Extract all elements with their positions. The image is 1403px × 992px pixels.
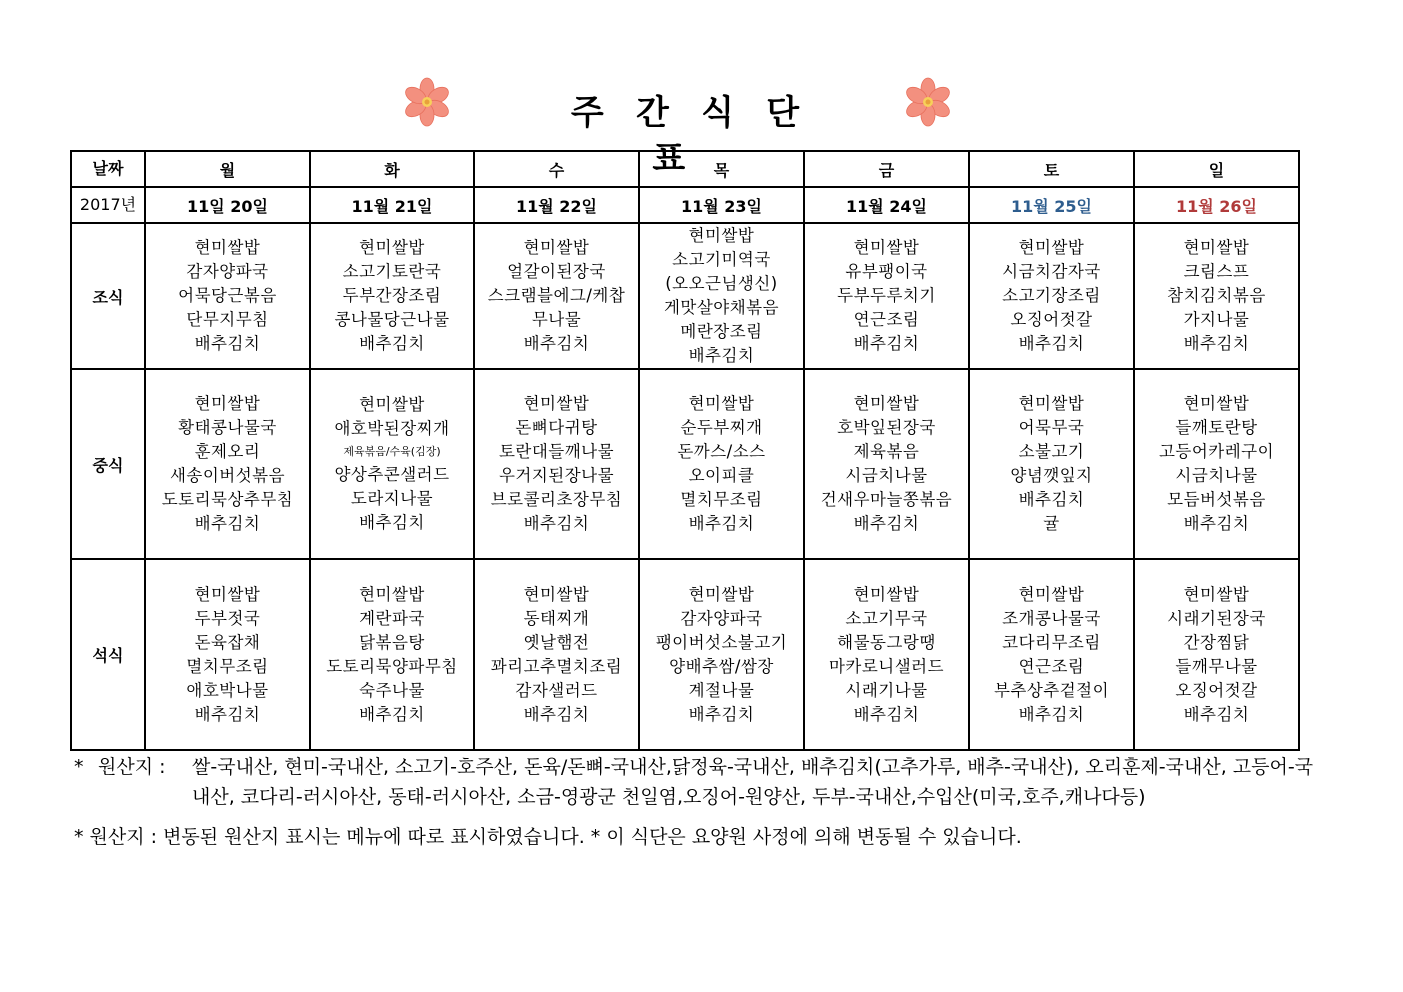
date-cell: 11월 23일: [639, 187, 804, 223]
menu-item: 귤: [1043, 514, 1060, 533]
origin-text: 쌀-국내산, 현미-국내산, 소고기-호주산, 돈육/돈뼈-국내산,닭정육-국내산, 배추김치(고추가루, 배추-국내산), 오리훈제-국내산, 고등어-국내산, 코다리-러시아산, 동태-러시아산, 소금-영광군 천일염,오징어-원양산, 두부-국내산,수입산(미국,호주,캐나다등): [192, 756, 1314, 808]
menu-item: 돈육잡채: [194, 632, 261, 652]
menu-cell: [804, 223, 969, 369]
menu-item: 옛날햄전: [523, 632, 590, 652]
day-header: 일: [1134, 151, 1299, 187]
menu-item: 배추김치: [853, 514, 920, 533]
date-cell: 11월 22일: [474, 187, 639, 223]
menu-item: 연근조림: [1018, 656, 1085, 676]
menu-item: 현미쌀밥: [359, 238, 425, 257]
menu-item: 계란파국: [359, 608, 425, 628]
menu-item: 현미쌀밥: [359, 395, 425, 414]
menu-item: 브로콜리초장무침: [490, 490, 623, 509]
menu-item: 배추김치: [688, 346, 755, 365]
menu-item: 게맛살야채볶음: [663, 298, 780, 317]
menu-cell: [310, 223, 474, 369]
menu-item: 참치김치볶음: [1167, 286, 1266, 305]
menu-item: 배추김치: [688, 514, 755, 533]
menu-item: 배추김치: [194, 334, 261, 353]
menu-cell: [310, 559, 474, 750]
date-cell: 11월 24일: [804, 187, 969, 223]
menu-item: 애호박나물: [186, 680, 269, 700]
menu-item: 얼갈이된장국: [507, 262, 606, 281]
menu-item: 현미쌀밥: [1183, 584, 1250, 604]
menu-item: 현미쌀밥: [688, 584, 755, 604]
origin-notes: [70, 752, 1320, 852]
date-cell-saturday: 11월 25일: [969, 187, 1134, 223]
menu-item: 배추김치: [1018, 490, 1085, 509]
menu-item: 건새우마늘쫑볶음: [820, 490, 953, 509]
menu-item: 고등어카레구이: [1158, 442, 1275, 461]
menu-item: 시금치감자국: [1002, 262, 1101, 281]
menu-item: 소고기장조림: [1002, 286, 1101, 305]
menu-item: 배추김치: [523, 334, 590, 353]
year-label: 2017년: [79, 195, 137, 214]
menu-cell: [474, 369, 639, 559]
menu-item: 현미쌀밥: [853, 394, 920, 413]
menu-item: 배추김치: [1183, 704, 1250, 724]
menu-item: 현미쌀밥: [359, 584, 425, 604]
menu-item: 배추김치: [853, 334, 920, 353]
menu-item: 현미쌀밥: [194, 584, 261, 604]
menu-item: 현미쌀밥: [523, 584, 590, 604]
menu-item: 오징어젓갈: [1010, 310, 1093, 329]
menu-item: 메란장조림: [680, 322, 763, 341]
menu-item: 콩나물당근나물: [334, 310, 450, 329]
date-cell: 11월 21일: [310, 187, 474, 223]
menu-item: 소고기무국: [845, 608, 928, 628]
menu-item: 무나물: [531, 310, 582, 329]
menu-cell: [1134, 369, 1299, 559]
menu-item: 오징어젓갈: [1175, 680, 1258, 700]
menu-item: 돈뼈다귀탕: [515, 418, 598, 437]
origin-label: 원산지 :: [98, 756, 166, 778]
menu-item: 배추김치: [194, 514, 261, 533]
day-header: 월: [145, 151, 310, 187]
menu-item: 양념깻잎지: [1010, 466, 1093, 485]
menu-item: 가지나물: [1183, 310, 1250, 329]
menu-cell: [145, 369, 310, 559]
menu-item: 돈까스/소스: [677, 442, 766, 461]
menu-item: 현미쌀밥: [1183, 394, 1250, 413]
menu-cell: [145, 223, 310, 369]
menu-item: 배추김치: [1018, 334, 1085, 353]
meal-label-breakfast: 조식: [71, 223, 145, 369]
menu-item: 현미쌀밥: [1018, 584, 1085, 604]
menu-item: 현미쌀밥: [1018, 238, 1085, 257]
menu-item: 새송이버섯볶음: [169, 466, 286, 485]
weekly-menu-table: [70, 150, 1300, 751]
menu-item: 배추김치: [523, 514, 590, 533]
menu-item: 도토리묵상추무침: [161, 490, 294, 509]
menu-cell: [474, 559, 639, 750]
origin-note: [70, 752, 1320, 812]
menu-item: 현미쌀밥: [853, 238, 920, 257]
menu-cell: [1134, 223, 1299, 369]
menu-cell: [639, 223, 804, 369]
menu-item: 크림스프: [1183, 262, 1250, 281]
menu-item: 현미쌀밥: [688, 394, 755, 413]
menu-item: 두부간장조림: [342, 286, 442, 305]
menu-item: 배추김치: [194, 704, 261, 724]
menu-cell: [639, 559, 804, 750]
menu-item: 순두부찌개: [680, 418, 763, 437]
corner-cell: [71, 151, 145, 223]
menu-item: 소고기미역국: [672, 250, 771, 269]
day-header: 화: [310, 151, 474, 187]
menu-cell: [969, 223, 1134, 369]
menu-item: 배추김치: [523, 704, 590, 724]
menu-item: 애호박된장찌개: [334, 419, 450, 438]
menu-item: 현미쌀밥: [688, 226, 755, 245]
menu-cell: [969, 369, 1134, 559]
menu-item: 현미쌀밥: [194, 238, 261, 257]
menu-cell: [969, 559, 1134, 750]
menu-item: 들깨무나물: [1175, 656, 1258, 676]
menu-item: 현미쌀밥: [523, 394, 590, 413]
menu-item: 계절나물: [688, 680, 755, 700]
menu-item: 황태콩나물국: [178, 418, 277, 437]
menu-item: 들깨토란탕: [1175, 418, 1258, 437]
menu-item: 현미쌀밥: [1018, 394, 1085, 413]
menu-item: 도라지나물: [350, 489, 434, 508]
date-cell: 11일 20일: [145, 187, 310, 223]
menu-item: 양상추콘샐러드: [334, 465, 450, 484]
menu-cell: [804, 559, 969, 750]
menu-item: 제육볶음/수육(김장): [343, 445, 441, 458]
menu-item: 도토리묵양파무침: [326, 656, 458, 676]
menu-item: 현미쌀밥: [523, 238, 590, 257]
menu-item: 연근조림: [853, 310, 920, 329]
menu-item: 배추김치: [359, 704, 425, 724]
menu-item: 시래기나물: [845, 680, 928, 700]
menu-item: 스크램블에그/케찹: [487, 286, 626, 305]
menu-item: 단무지무침: [186, 310, 269, 329]
menu-item: 시금치나물: [845, 466, 928, 485]
menu-item: 부추상추겉절이: [993, 680, 1110, 700]
menu-item: 토란대들깨나물: [498, 442, 615, 461]
menu-item: 소불고기: [1018, 442, 1085, 461]
menu-item: 우거지된장나물: [498, 466, 615, 485]
menu-item: 멸치무조림: [186, 656, 269, 676]
day-header: 금: [804, 151, 969, 187]
menu-item: 마카로니샐러드: [828, 656, 945, 676]
menu-cell: [1134, 559, 1299, 750]
menu-item: 오이피클: [688, 466, 755, 485]
menu-item: 유부팽이국: [845, 262, 928, 281]
day-header: 수: [474, 151, 639, 187]
menu-item: 조개콩나물국: [1002, 608, 1101, 628]
menu-item: 꽈리고추멸치조림: [490, 656, 623, 676]
menu-item: 해물동그랑땡: [837, 632, 936, 652]
menu-cell: [639, 369, 804, 559]
menu-item: 현미쌀밥: [1183, 238, 1250, 257]
menu-item: 숙주나물: [359, 680, 425, 700]
menu-item: 제육볶음: [853, 442, 920, 461]
menu-item: 감자샐러드: [515, 680, 598, 700]
date-cell-sunday: 11월 26일: [1134, 187, 1299, 223]
menu-cell: [310, 369, 474, 559]
note-bullet: *: [74, 756, 84, 778]
day-header: 목: [639, 151, 804, 187]
day-header: 토: [969, 151, 1134, 187]
menu-item: 배추김치: [853, 704, 920, 724]
menu-item: 배추김치: [359, 513, 425, 532]
menu-item: 모듬버섯볶음: [1167, 490, 1266, 509]
menu-item: 양배추쌈/쌈장: [669, 656, 774, 676]
menu-cell: [145, 559, 310, 750]
menu-item: 시래기된장국: [1167, 608, 1266, 628]
menu-item: 배추김치: [1018, 704, 1085, 724]
menu-item: 두부젓국: [194, 608, 261, 628]
menu-item: 배추김치: [1183, 514, 1250, 533]
menu-item: (오오근님생신): [665, 274, 778, 293]
meal-label-dinner: 석식: [71, 559, 145, 750]
flower-icon: [402, 77, 452, 127]
menu-item: 멸치무조림: [680, 490, 763, 509]
menu-item: 간장찜닭: [1183, 632, 1250, 652]
menu-item: 현미쌀밥: [853, 584, 920, 604]
menu-item: 동태찌개: [523, 608, 590, 628]
menu-item: 소고기토란국: [342, 262, 442, 281]
menu-item: 감자양파국: [680, 608, 763, 628]
change-note: * 원산지 : 변동된 원산지 표시는 메뉴에 따로 표시하였습니다. * 이 식단은 요양원 사정에 의해 변동될 수 있습니다.: [74, 826, 1022, 848]
menu-item: 코다리무조림: [1002, 632, 1101, 652]
menu-item: 시금치나물: [1175, 466, 1258, 485]
menu-item: 훈제오리: [194, 442, 261, 461]
menu-item: 닭볶음탕: [359, 632, 425, 652]
menu-item: 호박잎된장국: [837, 418, 936, 437]
flower-icon: [903, 77, 953, 127]
menu-item: 어묵당근볶음: [178, 286, 277, 305]
menu-item: 팽이버섯소불고기: [655, 632, 788, 652]
meal-label-lunch: 중식: [71, 369, 145, 559]
menu-item: 어묵무국: [1018, 418, 1085, 437]
menu-item: 감자양파국: [186, 262, 269, 281]
menu-item: 배추김치: [359, 334, 425, 353]
page-title: 주간식단표: [570, 93, 832, 179]
menu-cell: [474, 223, 639, 369]
menu-item: 현미쌀밥: [194, 394, 261, 413]
menu-item: 두부두루치기: [837, 286, 936, 305]
menu-item: 배추김치: [1183, 334, 1250, 353]
menu-item: 배추김치: [688, 704, 755, 724]
menu-cell: [804, 369, 969, 559]
date-header-label: 날짜: [72, 152, 144, 188]
